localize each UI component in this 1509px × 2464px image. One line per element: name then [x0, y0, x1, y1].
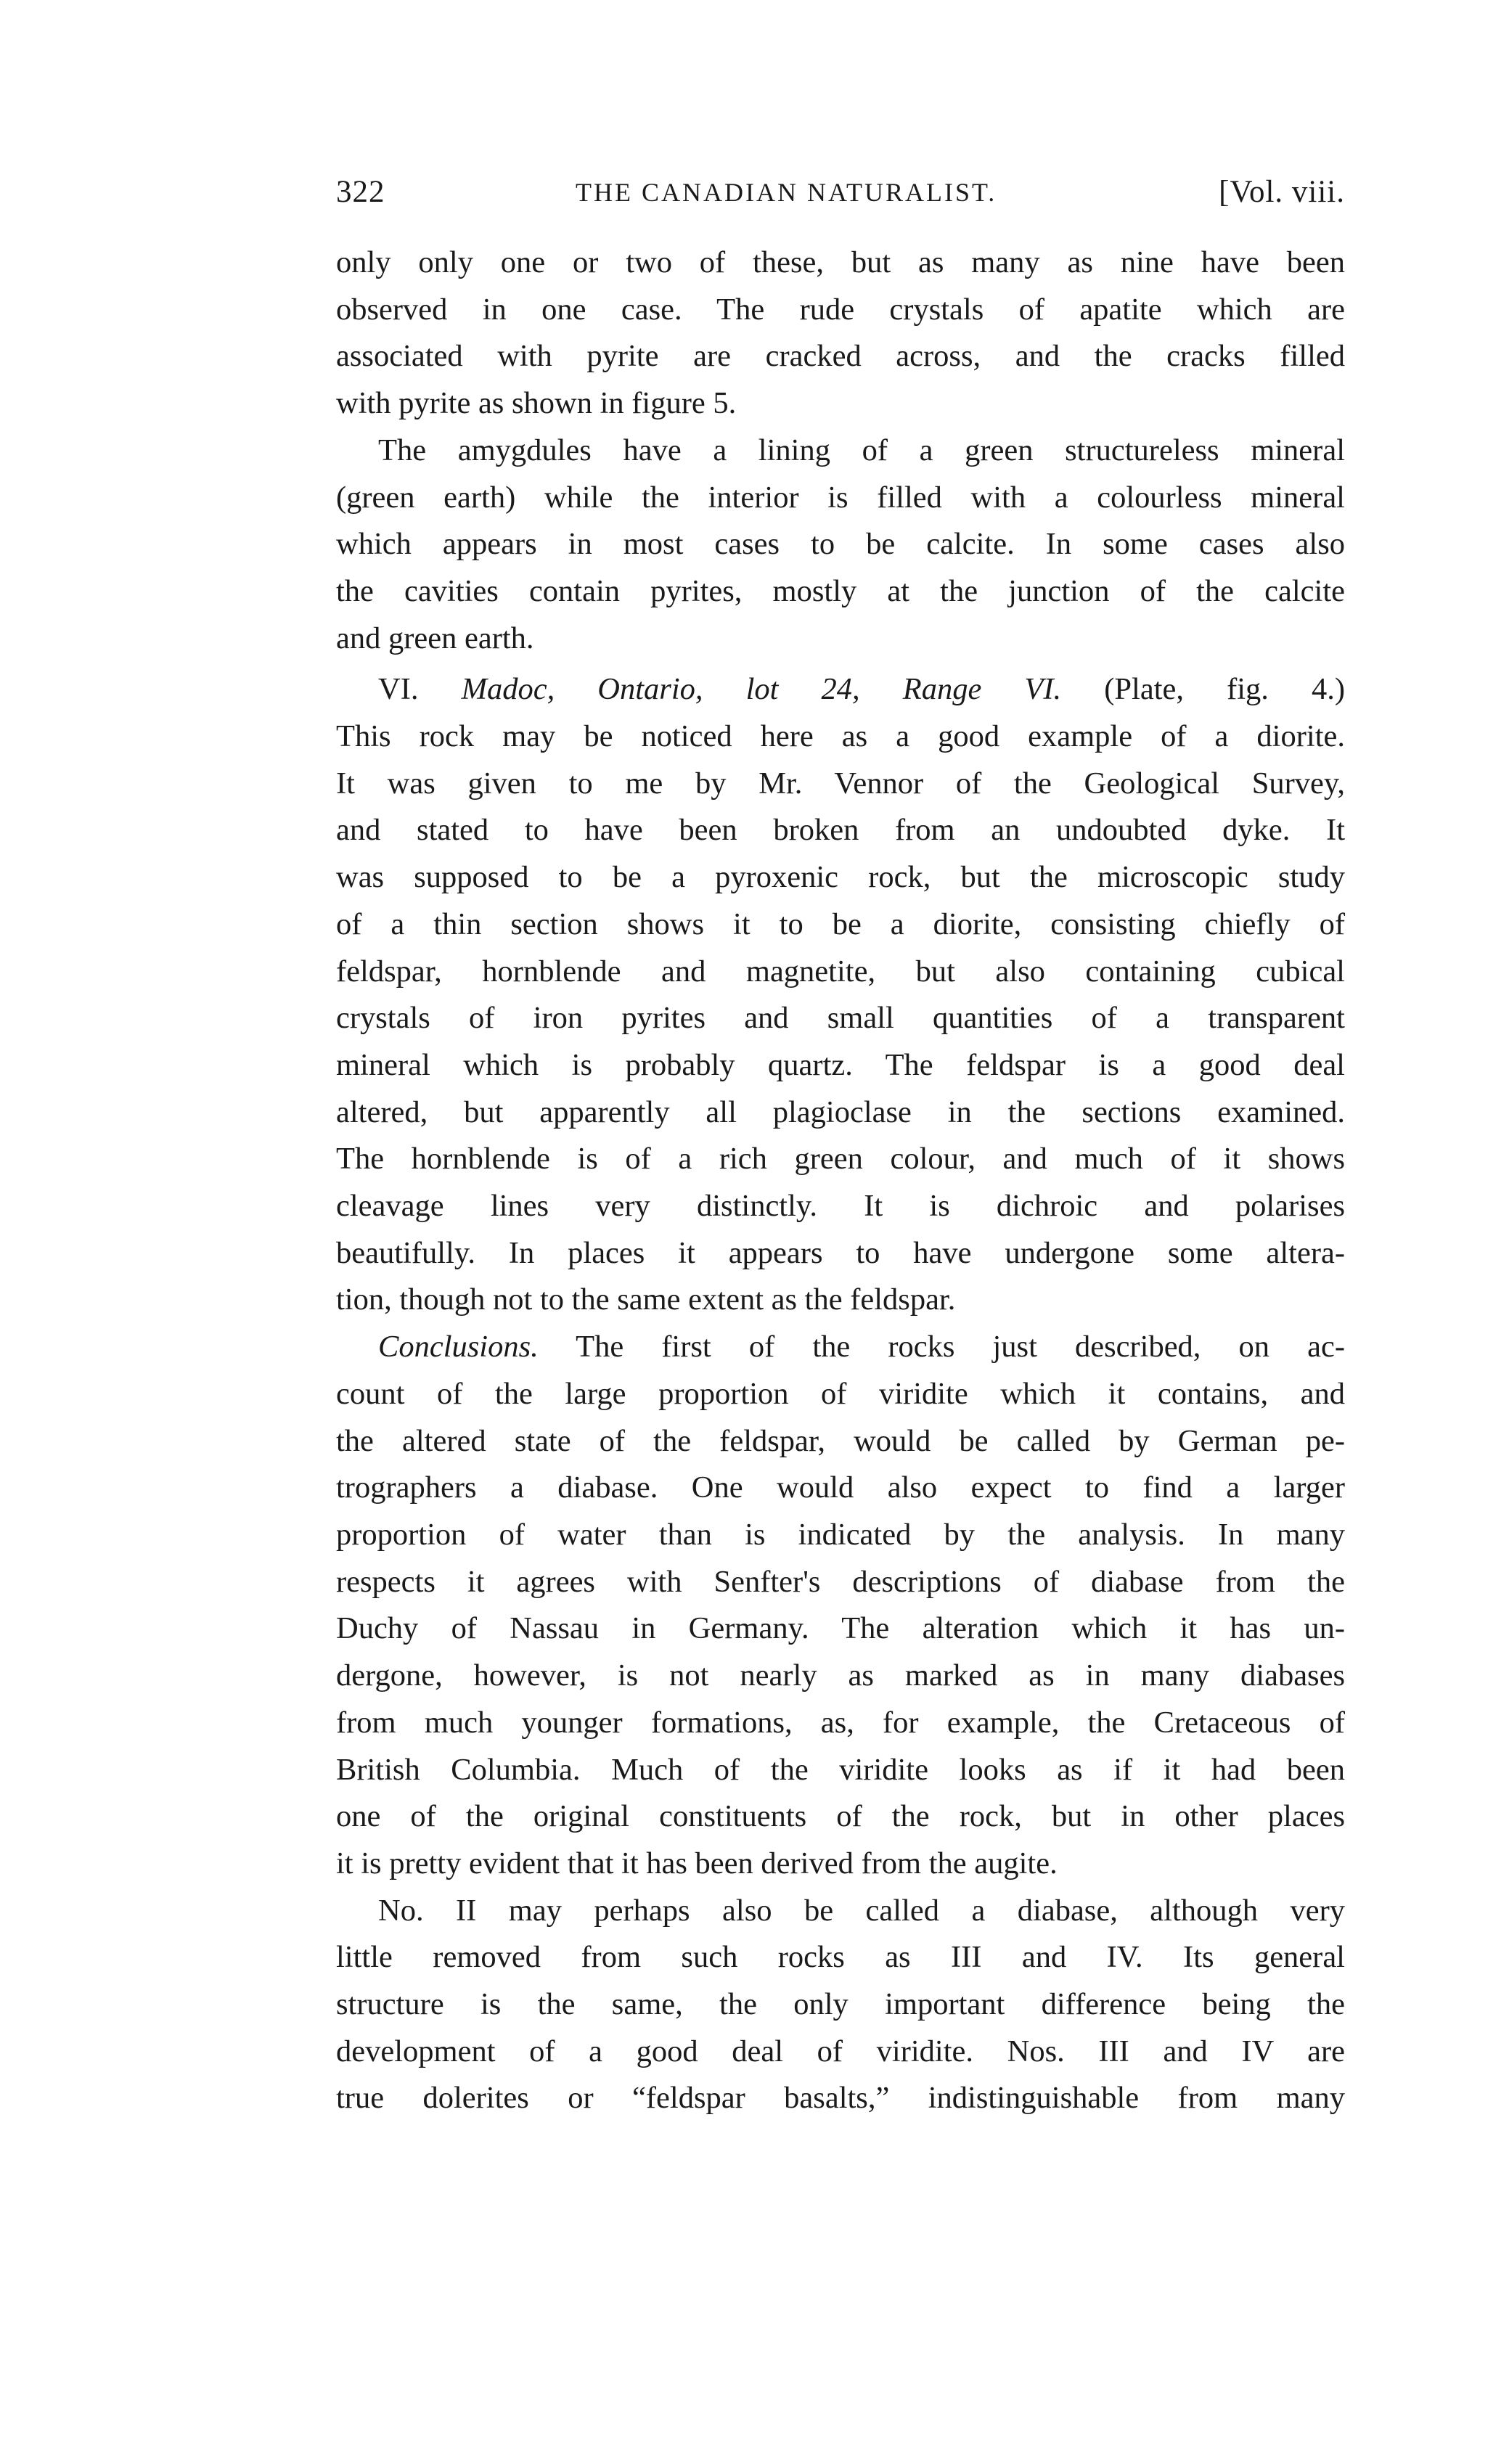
text-line: the altered state of the feldspar, would be called by German pe-	[336, 1423, 1345, 1458]
heading-italic: Madoc, Ontario, lot 24, Range VI.	[461, 672, 1062, 707]
text-line: Duchy of Nassau in Germany. The alteration which it has un-	[336, 1611, 1345, 1646]
text-line: little removed from such rocks as III and IV. Its general	[336, 1940, 1345, 1975]
journal-title: THE CANADIAN NATURALIST.	[576, 178, 997, 207]
page-number: 322	[336, 175, 385, 209]
text-line: and stated to have been broken from an undoubted dyke. It	[336, 813, 1345, 848]
running-head	[336, 174, 1345, 232]
text-line: structure is the same, the only important difference being the	[336, 1987, 1345, 2022]
text-line: one of the original constituents of the rock, but in other places	[336, 1799, 1345, 1834]
text-line: only only one or two of these, but as many as nine have been	[336, 245, 1345, 279]
text-line: of a thin section shows it to be a diorite, consisting chiefly of	[336, 906, 1345, 941]
paragraph-1	[336, 240, 1345, 427]
text-line: it is pretty evident that it has been derived from the augite.	[336, 1846, 1058, 1880]
text-line: British Columbia. Much of the viridite looks as if it had been	[336, 1752, 1345, 1787]
text-line: development of a good deal of viridite. Nos. III and IV are	[336, 2034, 1345, 2068]
text-line: No. II may perhaps also be called a diabase, although very	[378, 1893, 1345, 1928]
text-line: The hornblende is of a rich green colour, and much of it shows	[336, 1142, 1345, 1176]
conclusions-first-line	[336, 1324, 1345, 1371]
text-line: with pyrite as shown in figure 5.	[336, 386, 737, 421]
text-line: the cavities contain pyrites, mostly at the junction of the calcite	[336, 573, 1345, 608]
text-line: and green earth.	[336, 621, 534, 655]
text-line: beautifully. In places it appears to have undergone some altera-	[336, 1235, 1345, 1270]
text-line: altered, but apparently all plagioclase in the sections examined.	[336, 1094, 1345, 1129]
text-line: tion, though not to the same extent as the feldspar.	[336, 1282, 956, 1317]
conclusions-heading: Conclusions.	[378, 1330, 539, 1364]
text-line: It was given to me by Mr. Vennor of the Geological Survey,	[336, 766, 1345, 801]
conclusions-first-text: The first of the rocks just described, on ac-	[576, 1330, 1345, 1364]
volume-label: [Vol. viii.	[1219, 175, 1345, 209]
text-line: which appears in most cases to be calcite. In some cases also	[336, 527, 1345, 562]
heading-rest: (Plate, fig. 4.)	[1104, 672, 1346, 707]
text-line: dergone, however, is not nearly as marked as in many diabases	[336, 1658, 1345, 1693]
paragraph-3	[336, 666, 1345, 1324]
text-line: (green earth) while the interior is filled with a colourless mineral	[336, 480, 1345, 515]
text-line: was supposed to be a pyroxenic rock, but the microscopic study	[336, 860, 1345, 895]
text-line: from much younger formations, as, for example, the Cretaceous of	[336, 1705, 1345, 1740]
section-heading	[336, 666, 1345, 713]
text-line: true dolerites or “feldspar basalts,” indistinguishable from many	[336, 2081, 1345, 2116]
text-line: crystals of iron pyrites and small quantities of a transparent	[336, 1001, 1345, 1036]
paragraph-2	[336, 427, 1345, 663]
text-line: associated with pyrite are cracked across, and the cracks filled	[336, 339, 1345, 374]
text-line: The amygdules have a lining of a green structureless mineral	[378, 433, 1345, 467]
text-line: count of the large proportion of viridite which it contains, and	[336, 1376, 1345, 1411]
text-line: respects it agrees with Senfter's descriptions of diabase from the	[336, 1564, 1345, 1599]
paragraph-5	[336, 1888, 1345, 2123]
text-line: observed in one case. The rude crystals of apatite which are	[336, 292, 1345, 327]
text-line: feldspar, hornblende and magnetite, but also containing cubical	[336, 954, 1345, 989]
heading-label: VI.	[378, 672, 419, 707]
text-line: cleavage lines very distinctly. It is dichroic and polarises	[336, 1189, 1345, 1224]
text-line: This rock may be noticed here as a good example of a diorite.	[336, 719, 1345, 754]
paragraph-4	[336, 1324, 1345, 1887]
text-line: trographers a diabase. One would also expect to find a larger	[336, 1470, 1345, 1505]
body-text	[336, 240, 1345, 2122]
page	[336, 174, 1345, 2122]
text-line: mineral which is probably quartz. The feldspar is a good deal	[336, 1047, 1345, 1082]
text-line: proportion of water than is indicated by the analysis. In many	[336, 1517, 1345, 1552]
